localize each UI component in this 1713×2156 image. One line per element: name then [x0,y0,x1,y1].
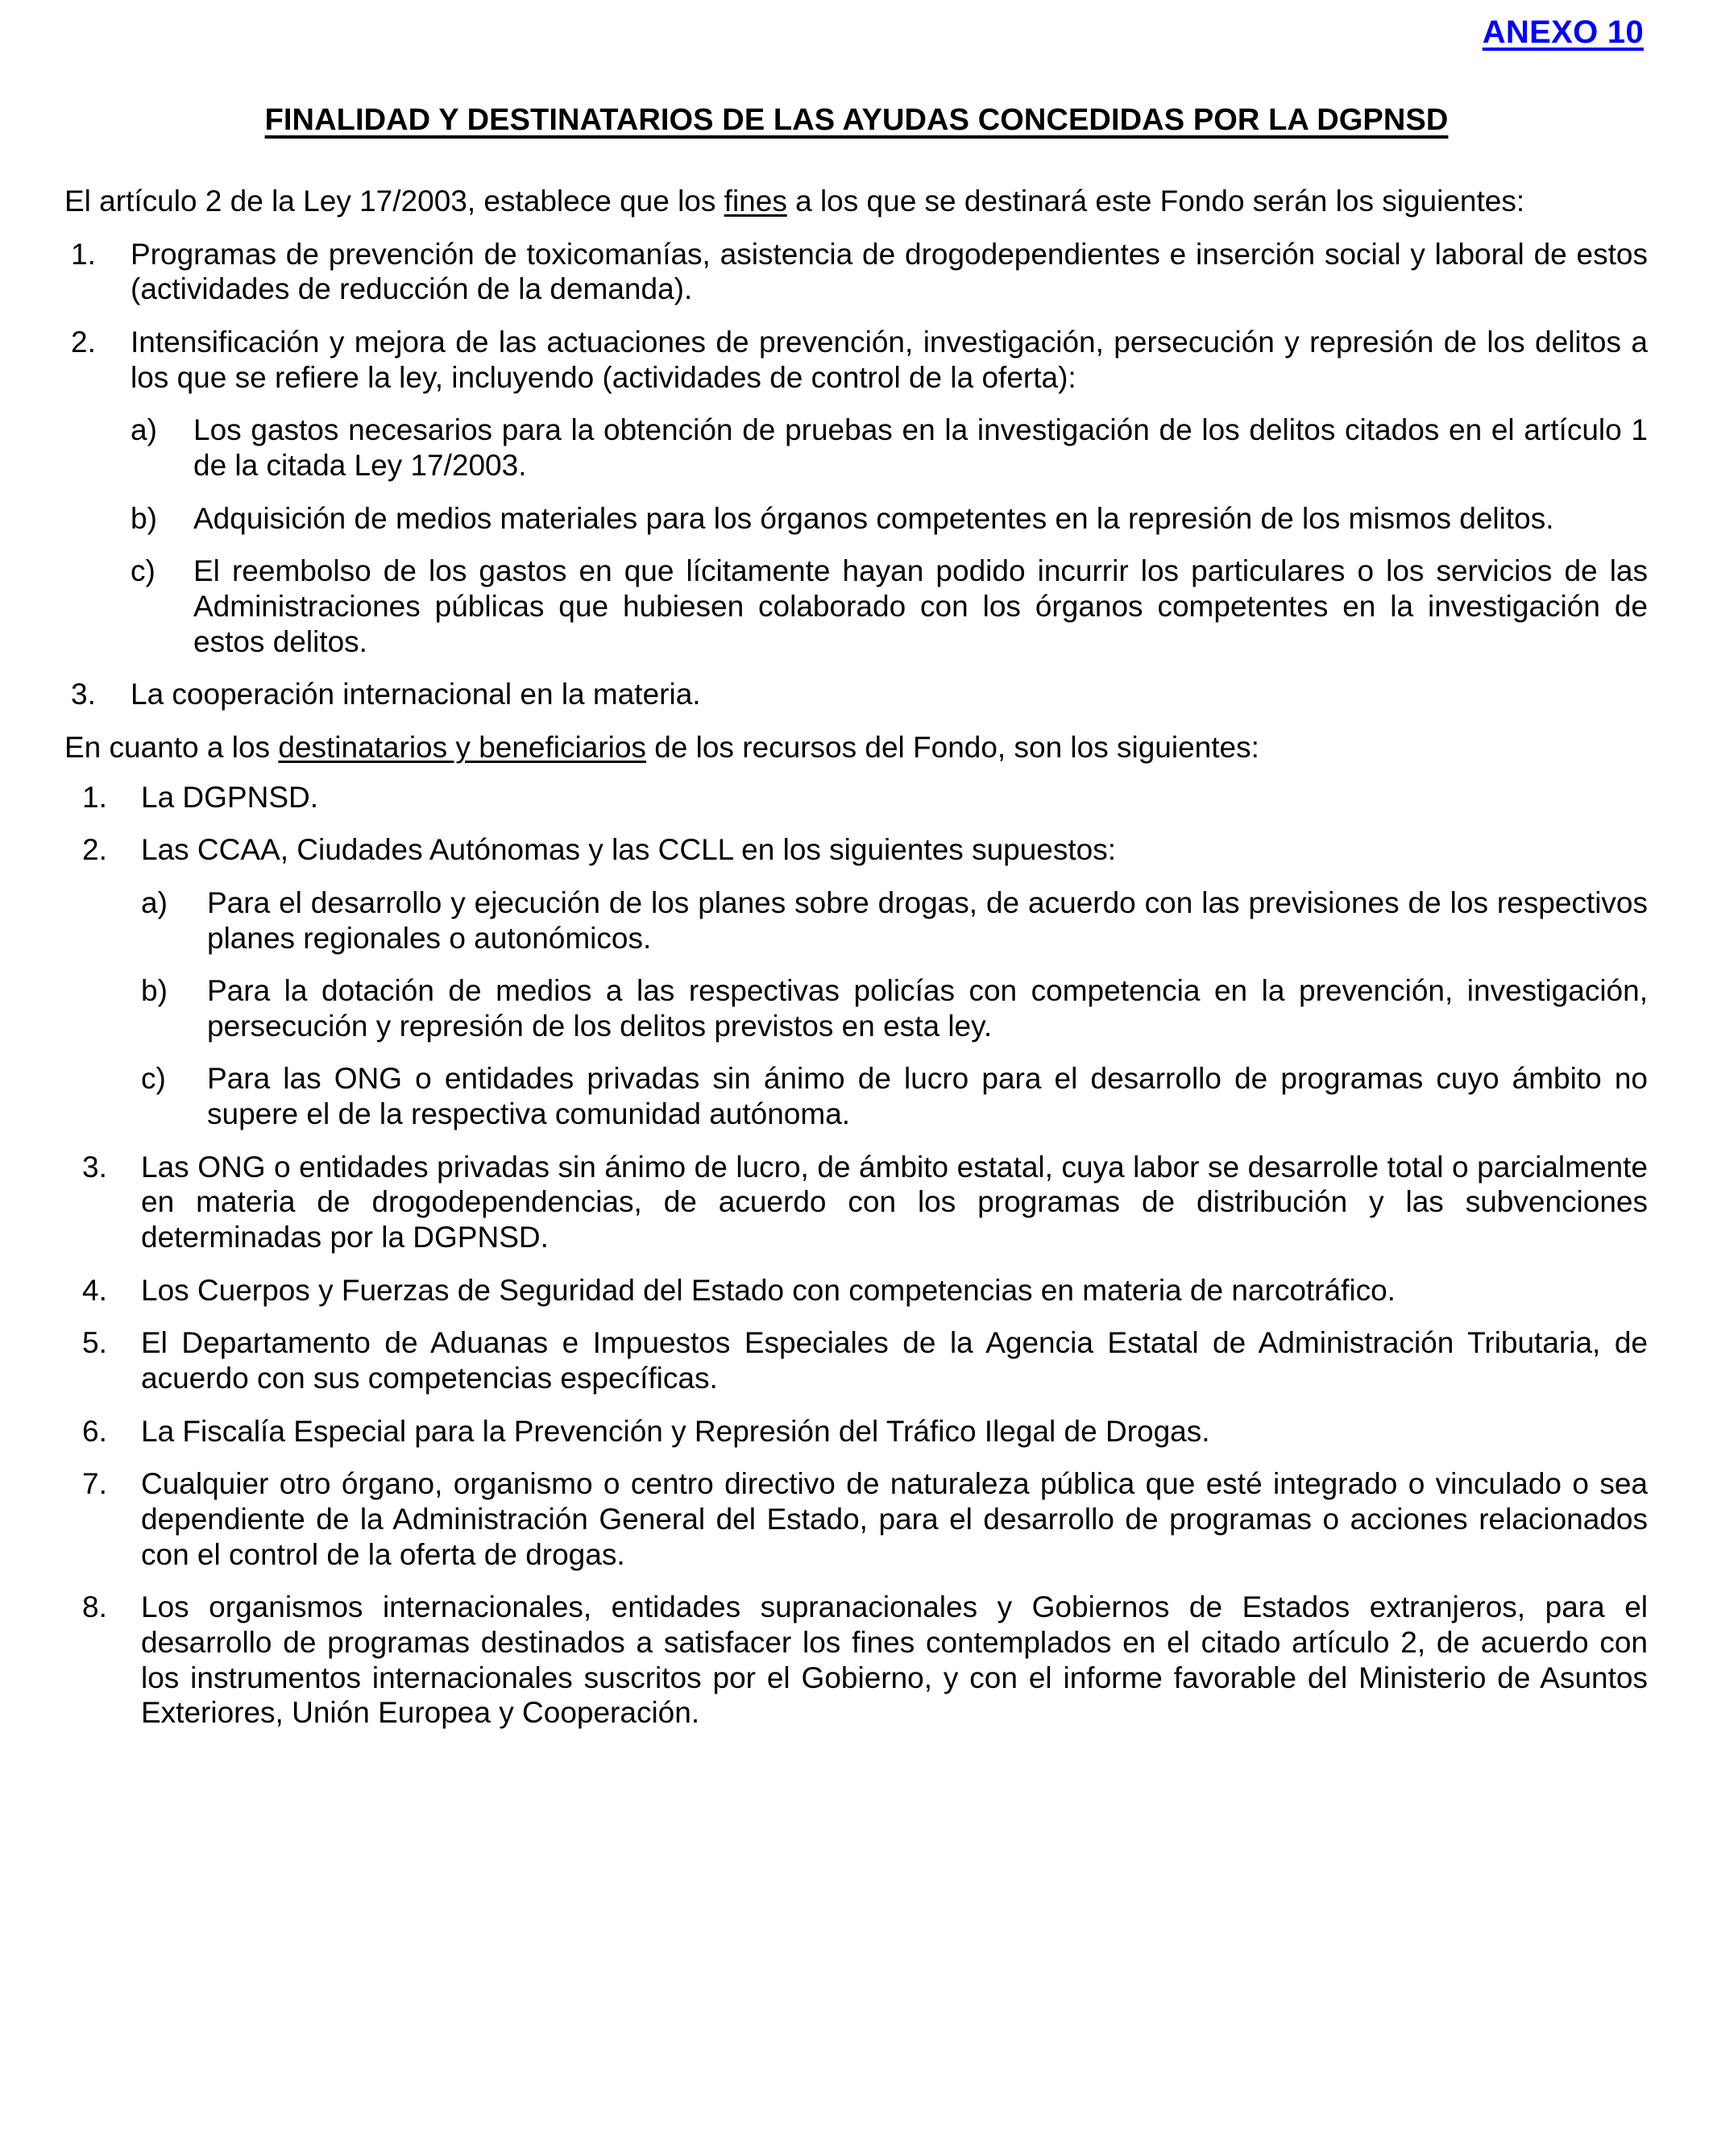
list-item-text: Los Cuerpos y Fuerzas de Seguridad del Estado con competencias en materia de narcotráfico. [141,1273,1396,1307]
list-item-text: Adquisición de medios materiales para los órganos competentes en la represión de los mismos delitos. [193,501,1554,535]
list-item-text: Para la dotación de medios a las respectivas policías con competencia en la prevención, investigación, persecución y represión de los delitos previstos en esta ley. [207,974,1648,1043]
intro-fines-after: a los que se destinará este Fondo serán los siguientes: [786,185,1525,218]
intro-paragraph-destinatarios [64,730,1648,765]
list-marker: a) [141,885,168,919]
list-item [141,885,1648,956]
intro-destinatarios-after: de los recursos del Fondo, son los siguientes: [645,730,1259,764]
list-marker: 8. [82,1590,107,1624]
intro-paragraph-fines [64,184,1648,219]
list-item-text: Intensificación y mejora de las actuaciones de prevención, investigación, persecución y represión de los delitos a los que se refiere la ley, incluyendo (actividades de control de la oferta): [131,325,1648,394]
destinatarios-sublist [141,885,1648,1132]
list-marker: c) [141,1062,166,1096]
list-marker: b) [131,501,157,535]
list-item [131,554,1648,659]
list-marker: 4. [82,1273,107,1307]
intro-fines-before: El artículo 2 de la Ley 17/2003, establece que los [64,185,724,218]
list-item-text: Las ONG o entidades privadas sin ánimo de lucro, de ámbito estatal, cuya labor se desarrolle total o parcialmente en materia de drogodependencias, de acuerdo con los programas de distribución y las subvenciones determinadas por la DGPNSD. [141,1150,1648,1254]
list-item [64,832,1648,1132]
list-marker: 1. [71,237,96,271]
list-item-text: Los gastos necesarios para la obtención de pruebas en la investigación de los delitos citados en el artículo 1 de la citada Ley 17/2003. [193,413,1648,482]
list-item [131,413,1648,483]
list-item-text: Los organismos internacionales, entidades supranacionales y Gobiernos de Estados extranjeros, para el desarrollo de programas destinados a satisfacer los fines contemplados en el citado artículo 2, de acuerdo con los instrumentos internacionales suscritos por el Gobierno, y con el informe favorable del Ministerio de Asuntos Exteriores, Unión Europea y Cooperación. [141,1590,1648,1730]
list-item [64,1273,1648,1308]
list-item-text: Para el desarrollo y ejecución de los planes sobre drogas, de acuerdo con las previsiones de los respectivos planes regionales o autonómicos. [207,885,1648,955]
list-marker: 2. [82,833,107,867]
list-item-text: La cooperación internacional en la materia. [131,678,701,711]
list-item [141,973,1648,1043]
intro-destinatarios-before: En cuanto a los [64,730,279,764]
list-marker: 6. [82,1414,107,1448]
list-item [131,501,1648,537]
list-marker: 5. [82,1326,107,1360]
annex-header [0,15,1644,51]
intro-destinatarios-underlined-term: destinatarios y beneficiarios [278,730,646,764]
list-item [64,1590,1648,1731]
list-item [64,677,1648,712]
page-title: FINALIDAD Y DESTINATARIOS DE LAS AYUDAS CONCEDIDAS POR LA DGPNSD [264,103,1449,137]
list-item [64,1466,1648,1572]
list-item [64,1325,1648,1395]
annex-label: ANEXO 10 [1482,15,1644,50]
document-body [64,184,1648,1748]
list-marker: 3. [82,1150,107,1184]
list-item-text: La DGPNSD. [141,780,319,814]
list-marker: a) [131,413,157,447]
list-marker: c) [131,554,156,588]
list-item [64,780,1648,815]
list-item [141,1061,1648,1131]
list-item-text: Programas de prevención de toxicomanías, asistencia de drogodependientes e inserción social y laboral de estos (actividades de reducción de la demanda). [131,237,1648,306]
list-marker: b) [141,974,168,1008]
list-marker: 7. [82,1467,107,1501]
list-item [64,1150,1648,1255]
list-item-text: Cualquier otro órgano, organismo o centro directivo de naturaleza pública que esté integrado o vinculado o sea dependiente de la Administración General del Estado, para el desarrollo de programas o acciones relacionados con el control de la oferta de drogas. [141,1467,1648,1571]
list-marker: 2. [71,325,96,359]
destinatarios-list [64,780,1648,1731]
intro-fines-underlined-term: fines [724,185,787,218]
fines-sublist [131,413,1648,659]
list-item-text: El Departamento de Aduanas e Impuestos Especiales de la Agencia Estatal de Administración Tributaria, de acuerdo con sus competencias específicas. [141,1326,1648,1395]
list-item-text: La Fiscalía Especial para la Prevención y Represión del Tráfico Ilegal de Drogas. [141,1414,1210,1448]
list-marker: 1. [82,780,107,814]
list-item-text: Las CCAA, Ciudades Autónomas y las CCLL en los siguientes supuestos: [141,833,1117,867]
list-item-text: El reembolso de los gastos en que lícitamente hayan podido incurrir los particulares o los servicios de las Administraciones públicas que hubiesen colaborado con los órganos competentes en la investigación de estos delitos. [193,554,1648,658]
list-item [64,325,1648,659]
list-item [64,1414,1648,1449]
list-marker: 3. [71,678,96,711]
list-item [64,237,1648,307]
fines-list [64,237,1648,712]
list-item-text: Para las ONG o entidades privadas sin ánimo de lucro para el desarrollo de programas cuyo ámbito no supere el de la respectiva comunidad autónoma. [207,1062,1648,1131]
